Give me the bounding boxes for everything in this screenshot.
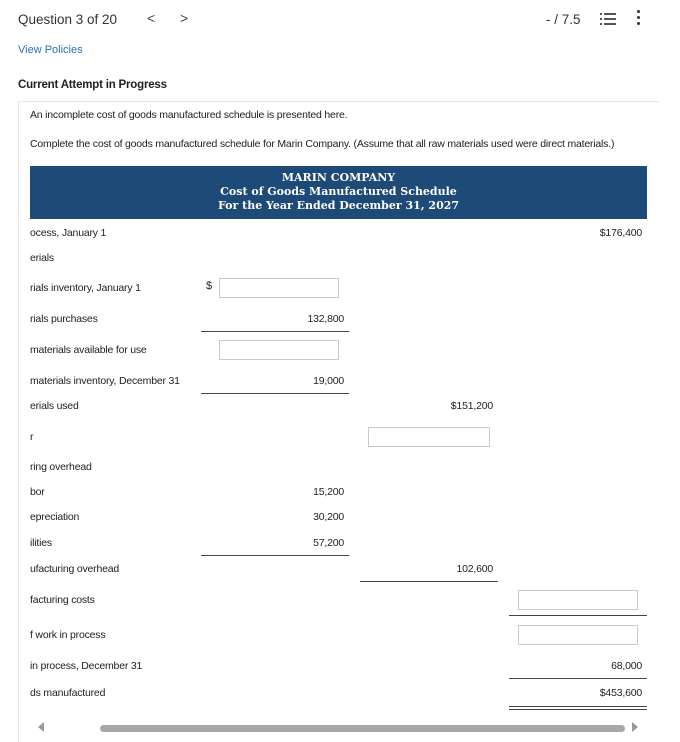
- value-utilities: 57,200: [313, 537, 344, 549]
- value-cogm: $453,600: [599, 687, 642, 699]
- previous-question-button[interactable]: <: [147, 10, 156, 26]
- question-counter: Question 3 of 20: [18, 12, 118, 27]
- subtotal-rule: [509, 615, 647, 616]
- value-indirect-labor: 15,200: [313, 486, 344, 498]
- value-raw-inventory-dec31: 19,000: [313, 375, 344, 387]
- company-name: MARIN COMPANY: [281, 171, 396, 184]
- value-materials-used: $151,200: [450, 400, 493, 412]
- schedule-period: For the Year Ended December 31, 2027: [217, 199, 460, 212]
- total-double-rule: [509, 706, 647, 707]
- row-label-indirect-labor: bor: [30, 486, 45, 498]
- currency-symbol: $: [206, 280, 213, 292]
- row-label-wip-jan1: ocess, January 1: [30, 227, 107, 239]
- value-depreciation: 30,200: [313, 511, 344, 523]
- schedule-header: [30, 166, 647, 219]
- row-label-direct-materials: erials: [30, 252, 54, 264]
- row-label-manufacturing-overhead: ring overhead: [30, 461, 92, 473]
- total-cost-wip-input[interactable]: [518, 625, 638, 645]
- value-wip-jan1: $176,400: [599, 227, 642, 239]
- value-total-overhead: 102,600: [456, 563, 493, 575]
- row-label-wip-dec31: in process, December 31: [30, 660, 143, 672]
- more-options-icon[interactable]: [637, 10, 640, 28]
- subtotal-rule: [201, 331, 349, 332]
- schedule-title: Cost of Goods Manufactured Schedule: [220, 185, 457, 198]
- scroll-left-arrow-icon[interactable]: [38, 722, 44, 732]
- question-intro: An incomplete cost of goods manufactured schedule is presented here.: [30, 109, 348, 121]
- row-label-total-cost-wip: f work in process: [30, 629, 106, 641]
- row-label-utilities: ilities: [30, 537, 52, 549]
- row-label-total-overhead: ufacturing overhead: [30, 563, 120, 575]
- value-wip-dec31: 68,000: [611, 660, 642, 672]
- subtotal-rule: [360, 581, 498, 582]
- value-raw-purchases: 132,800: [307, 313, 344, 325]
- row-label-total-manufacturing-costs: facturing costs: [30, 594, 95, 606]
- total-double-rule: [509, 709, 647, 710]
- subtotal-rule: [201, 393, 349, 394]
- row-label-materials-available: materials available for use: [30, 344, 147, 356]
- row-label-raw-inventory-dec31: materials inventory, December 31: [30, 375, 180, 387]
- question-list-icon[interactable]: [600, 12, 616, 26]
- scrollbar-thumb[interactable]: [100, 725, 625, 732]
- scroll-right-arrow-icon[interactable]: [632, 722, 638, 732]
- view-policies-link[interactable]: View Policies: [18, 44, 83, 56]
- row-label-depreciation: epreciation: [30, 511, 80, 523]
- row-label-raw-purchases: rials purchases: [30, 313, 98, 325]
- direct-labor-input[interactable]: [368, 427, 490, 447]
- row-label-raw-inventory-jan1: rials inventory, January 1: [30, 282, 141, 294]
- raw-inventory-jan1-input[interactable]: [219, 278, 339, 298]
- total-manufacturing-costs-input[interactable]: [518, 590, 638, 610]
- question-instruction: Complete the cost of goods manufactured schedule for Marin Company. (Assume that all raw materials used were direct materials.): [30, 138, 615, 150]
- row-label-direct-labor: r: [30, 431, 34, 443]
- subtotal-rule: [509, 678, 647, 679]
- attempt-status-title: Current Attempt in Progress: [18, 79, 167, 91]
- next-question-button[interactable]: >: [180, 10, 189, 26]
- row-label-cogm: ds manufactured: [30, 687, 106, 699]
- materials-available-input[interactable]: [219, 340, 339, 360]
- question-score: - / 7.5: [546, 12, 581, 27]
- subtotal-rule: [201, 555, 349, 556]
- row-label-materials-used: erials used: [30, 400, 79, 412]
